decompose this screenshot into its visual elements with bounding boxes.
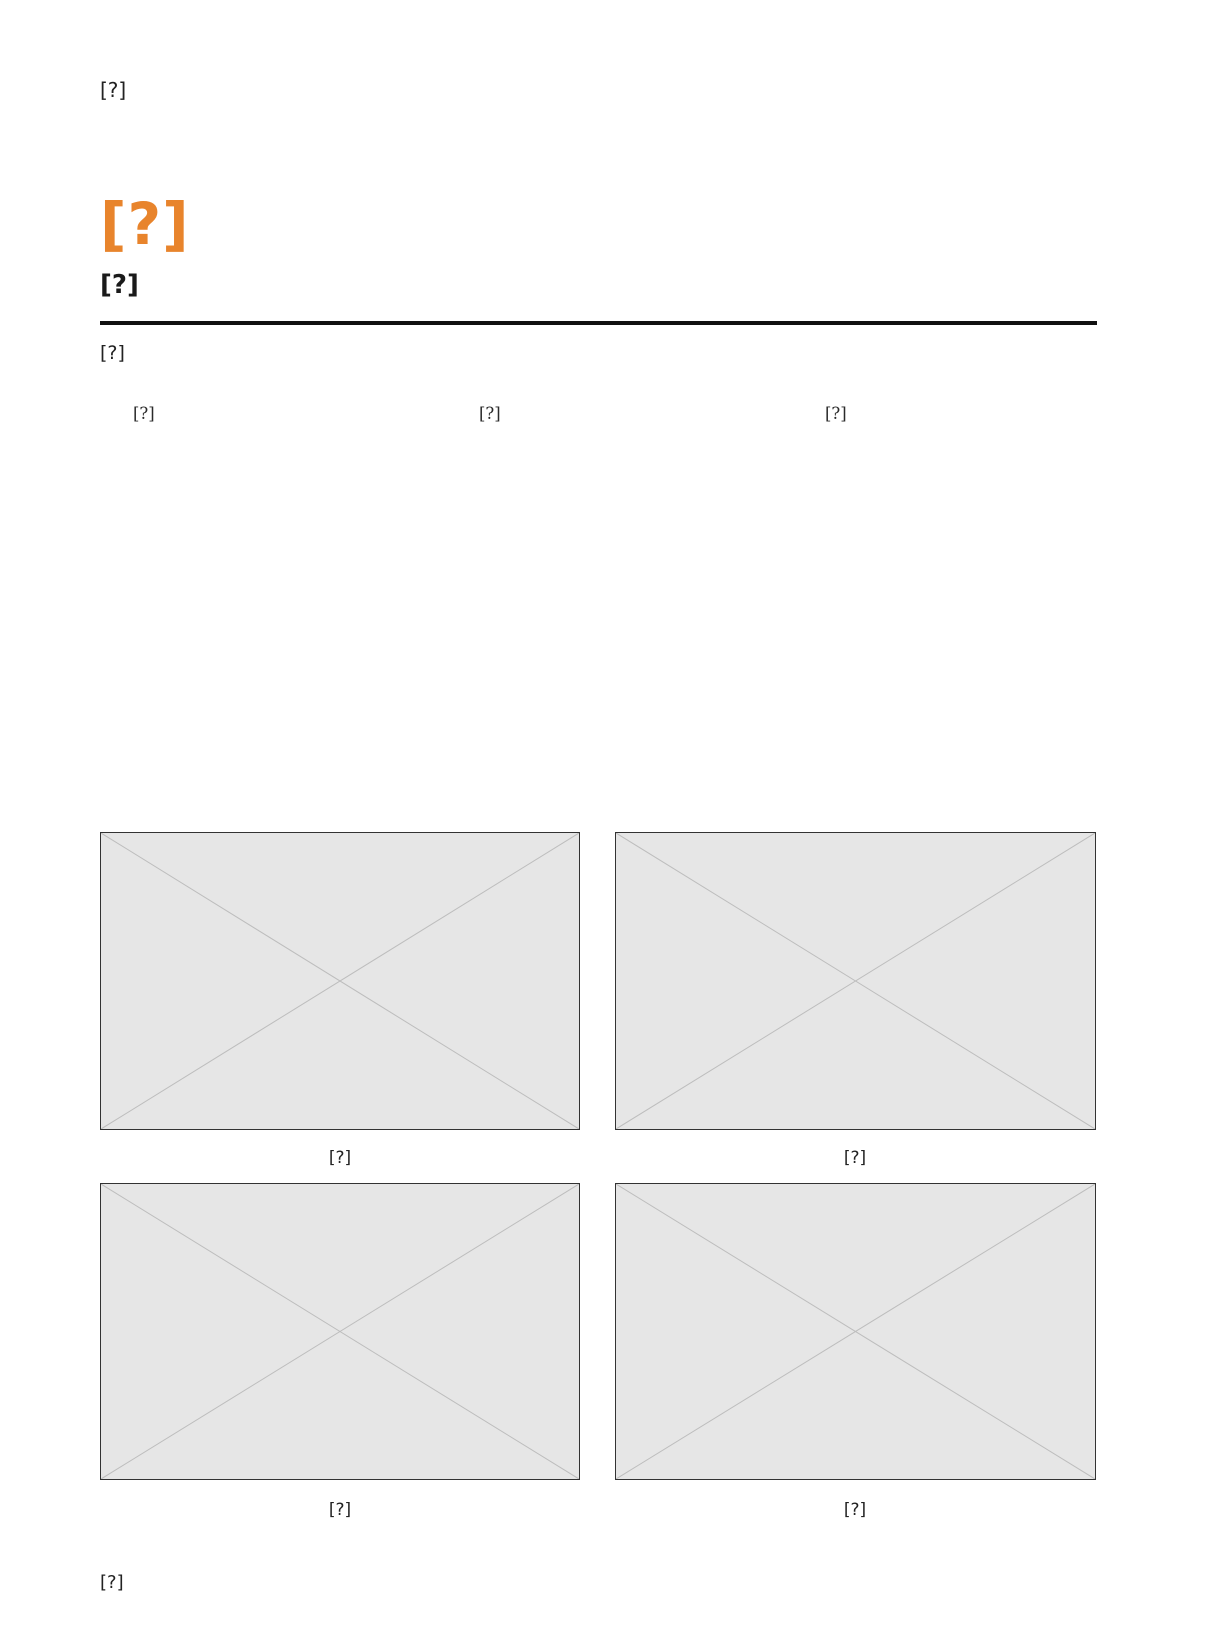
headline-divider <box>100 321 1097 325</box>
article-body <box>100 400 1097 790</box>
text-column-3 <box>792 400 1097 790</box>
photo-4-image <box>616 1184 1095 1479</box>
text-column-1 <box>100 400 405 790</box>
photo-1-caption: [?] <box>328 1148 352 1168</box>
article-subheadline: [?] <box>100 270 139 300</box>
photo-4-caption: [?] <box>843 1500 867 1520</box>
photo-4 <box>615 1183 1096 1480</box>
photo-1 <box>100 832 580 1130</box>
paragraph: [?] <box>825 404 847 423</box>
paragraph: [?] <box>133 404 155 423</box>
article-headline: [?] <box>100 190 190 258</box>
photo-2-image <box>616 833 1095 1129</box>
page-footer: [?] <box>100 1572 124 1593</box>
text-column-2 <box>446 400 751 790</box>
photo-2-caption: [?] <box>843 1148 867 1168</box>
photo-3-image <box>101 1184 579 1479</box>
photo-3 <box>100 1183 580 1480</box>
photo-1-image <box>101 833 579 1129</box>
article-byline: [?] <box>100 342 125 364</box>
section-tag: [?] <box>100 78 127 102</box>
photo-3-caption: [?] <box>328 1500 352 1520</box>
paragraph: [?] <box>479 404 501 423</box>
photo-2 <box>615 832 1096 1130</box>
